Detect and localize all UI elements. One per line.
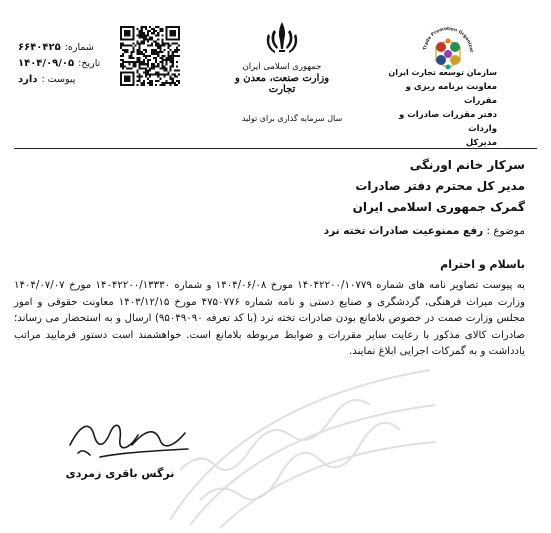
letter-number-value: ۶۶۴۰۴۲۵ (18, 42, 61, 53)
letter-date (18, 56, 113, 72)
letter-date-value: ۱۴۰۴/۰۹/۰۵ (18, 58, 75, 69)
ministry-name (232, 62, 332, 95)
letter-meta (18, 40, 113, 88)
subject-text: رفع ممنوعیت صادرات تخته نرد (323, 225, 484, 237)
ministry-line-2: وزارت صنعت، معدن و تجارت (234, 73, 330, 95)
org-line: دفتر مقررات صادرات و واردات (399, 110, 497, 134)
letter-attachment-label: پیوست : (41, 74, 76, 85)
subject-label: موضوع : (486, 225, 525, 237)
letter-date-label: تاریخ: (78, 58, 101, 69)
letter-attachment-value: دارد (18, 74, 38, 85)
org-line: سازمان توسعه تجارت ایران (388, 68, 497, 77)
handwritten-signature-icon (60, 405, 200, 465)
organization-block (372, 66, 497, 150)
tpo-arc-text: Trade Promotion Organizat (423, 26, 474, 53)
greeting: باسلام و احترام (440, 258, 525, 271)
org-line: مدیرکل (465, 138, 497, 148)
recipient-name: سرکار خانم اورنگی (409, 158, 525, 172)
letter-number (18, 40, 113, 56)
recipient-block (145, 155, 525, 218)
letter-number-label: شماره: (64, 42, 94, 53)
ministry-line-1: جمهوری اسلامی ایران (242, 62, 322, 72)
iran-emblem-icon (262, 18, 302, 58)
letter-body: به پیوست تصاویر نامه های شماره ۱۴۰۴۲۲۰۰/۱۰۷۷۹ مورخ ۱۴۰۴/۰۶/۰۸ و شماره ۱۴۰۴۲۲۰۰/۱۳۳۳۰ مورخ ۱۴۰۴/۰۷/۰۷ وزارت میراث فرهنگی، گردشگری و صنایع دستی و نامه شماره ۴۷۵۰۷۷۶ مورخ ۱۴۰۳/۱۲/۱۵ معاونت حقوقی و امور مجلس وزارت صمت در خصوص بلامانع بودن صادرات تخته نرد (با کد تعرفه ۹۵۰۴۹۰۹۰) ارسال و به استحضار می رساند؛ صادرات کالای مذکور با رعایت سایر مقررات و ضوابط مربوطه بلامانع است. خواهشمند است دستور فرمایید مراتب یادداشت و به گمرکات اجرایی ابلاغ نمایند. (14, 280, 526, 358)
year-slogan: سال سرمایه گذاری برای تولید (241, 114, 343, 123)
header-divider (14, 148, 537, 149)
signer-name: نرگس باقری زمردی (65, 467, 175, 480)
qr-code-icon (120, 26, 180, 86)
seal-watermark-icon (160, 350, 440, 530)
org-line: معاونت برنامه ریزی و مقررات (405, 82, 497, 106)
svg-text:Trade Promotion Organization o (418, 18, 474, 52)
recipient-title: مدیر کل محترم دفتر صادرات (355, 179, 525, 193)
subject-line (125, 225, 525, 237)
recipient-organization: گمرک جمهوری اسلامی ایران (352, 200, 525, 214)
letter-attachment (18, 72, 113, 88)
